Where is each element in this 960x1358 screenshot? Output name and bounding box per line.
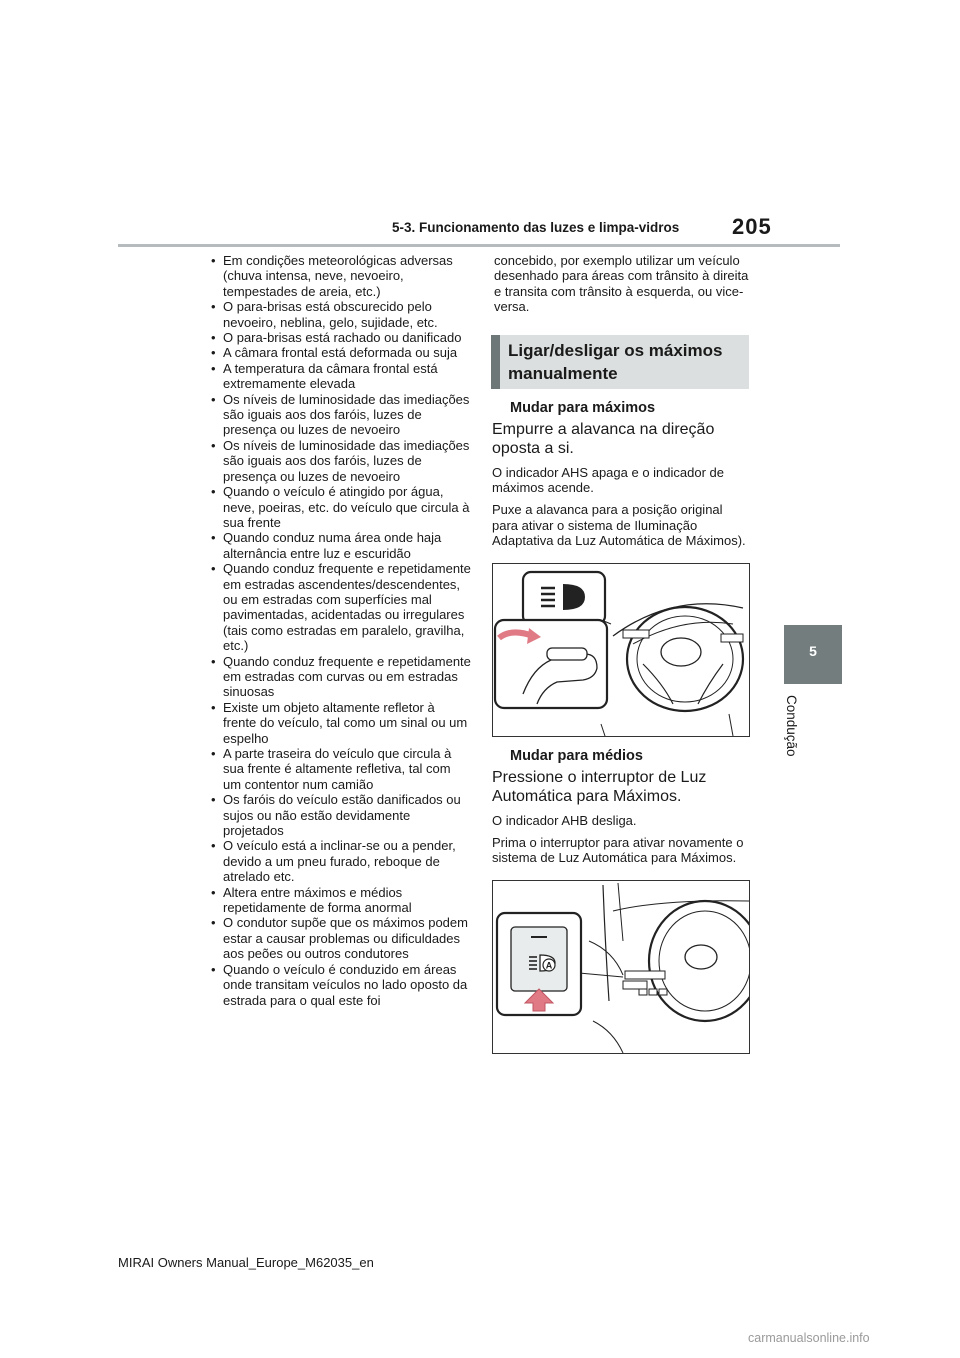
section-heading: Ligar/desligar os máximos manualmente bbox=[491, 335, 749, 389]
chapter-tab[interactable]: 5 bbox=[784, 625, 842, 684]
watermark: carmanualsonline.info bbox=[748, 1331, 870, 1345]
right-column bbox=[490, 253, 752, 1054]
list-item: • O condutor supõe que os máximos podem estar a causar problemas ou dificuldades aos peões ou outros condutores bbox=[209, 915, 471, 961]
list-item: • Os faróis do veículo estão danificados ou sujos ou não estão devidamente projetados bbox=[209, 792, 471, 838]
list-item: • Os níveis de luminosidade das imediações são iguais aos dos faróis, luzes de presença ou luzes de nevoeiro bbox=[209, 392, 471, 438]
lever-illustration bbox=[493, 564, 749, 736]
list-item: • O veículo está a inclinar-se ou a pender, devido a um pneu furado, reboque de atrelado etc. bbox=[209, 838, 471, 884]
chapter-label bbox=[778, 695, 818, 765]
list-item: • Altera entre máximos e médios repetidamente de forma anormal bbox=[209, 885, 471, 916]
list-item: • Os níveis de luminosidade das imediações são iguais aos dos faróis, luzes de presença ou luzes de nevoeiro bbox=[209, 438, 471, 484]
list-item: • Em condições meteorológicas adversas (chuva intensa, neve, nevoeiro, tempestades de areia, etc.) bbox=[209, 253, 471, 299]
footer-manual-name: MIRAI Owners Manual_Europe_M62035_en bbox=[118, 1255, 374, 1270]
section-title: 5-3. Funcionamento das luzes e limpa-vidros bbox=[392, 220, 680, 235]
page-number: 205 bbox=[732, 214, 772, 239]
list-item: • Quando o veículo é conduzido em áreas onde transitam veículos no lado oposto da estrada para o qual este foi bbox=[209, 962, 471, 1008]
paragraph: Puxe a alavanca para a posição original para ativar o sistema de Iluminação Adaptativa da Luz Automática de Máximos). bbox=[492, 502, 746, 549]
paragraph: Prima o interruptor para ativar novamente o sistema de Luz Automática para Máximos. bbox=[492, 835, 744, 866]
header-rule bbox=[118, 244, 840, 247]
icon-letter: A bbox=[545, 960, 553, 971]
step-low-beam: Pressione o interruptor de Luz Automática para Máximos. bbox=[492, 768, 707, 805]
left-column bbox=[209, 253, 471, 1008]
subheading-high-beam: Mudar para máximos bbox=[510, 399, 656, 416]
list-item: • O para-brisas está rachado ou danificado bbox=[209, 330, 471, 345]
list-item: • Quando conduz numa área onde haja alternância entre luz e escuridão bbox=[209, 530, 471, 561]
list-item: • A câmara frontal está deformada ou suja bbox=[209, 345, 471, 360]
list-item: • O para-brisas está obscurecido pelo nevoeiro, neblina, gelo, sujidade, etc. bbox=[209, 299, 471, 330]
list-item: • Existe um objeto altamente refletor à frente do veículo, tal como um sinal ou um espelho bbox=[209, 700, 471, 746]
figure-switch-illustration bbox=[492, 880, 750, 1054]
list-item: • Quando o veículo é atingido por água, neve, poeiras, etc. do veículo que circula à sua frente bbox=[209, 484, 471, 530]
list-item: • A parte traseira do veículo que circula à sua frente é altamente refletiva, tal com um contentor num camião bbox=[209, 746, 471, 792]
paragraph: O indicador AHB desliga. bbox=[492, 812, 637, 828]
chapter-label-text: Condução bbox=[784, 695, 799, 757]
paragraph: O indicador AHS apaga e o indicador de máximos acende. bbox=[492, 464, 724, 496]
figure-lever-illustration bbox=[492, 563, 750, 737]
subheading-low-beam: Mudar para médios bbox=[510, 747, 643, 764]
list-item: • Quando conduz frequente e repetidamente em estradas com curvas ou em estradas sinuosas bbox=[209, 654, 471, 700]
list-item: • Quando conduz frequente e repetidamente em estradas ascendentes/descendentes, ou em estradas com superfícies mal pavimentadas, acidentadas ou irregulares (tais como estradas em paralelo, gravilha, etc.) bbox=[209, 561, 471, 653]
switch-illustration bbox=[493, 881, 749, 1053]
condition-list bbox=[209, 253, 471, 1008]
list-item: • A temperatura da câmara frontal está extremamente elevada bbox=[209, 361, 471, 392]
continuation-text: concebido, por exemplo utilizar um veículo desenhado para áreas com trânsito à direita e transita com trânsito à esquerda, ou vice-versa. bbox=[494, 253, 749, 315]
step-high-beam: Empurre a alavanca na direção oposta a si. bbox=[492, 420, 715, 457]
